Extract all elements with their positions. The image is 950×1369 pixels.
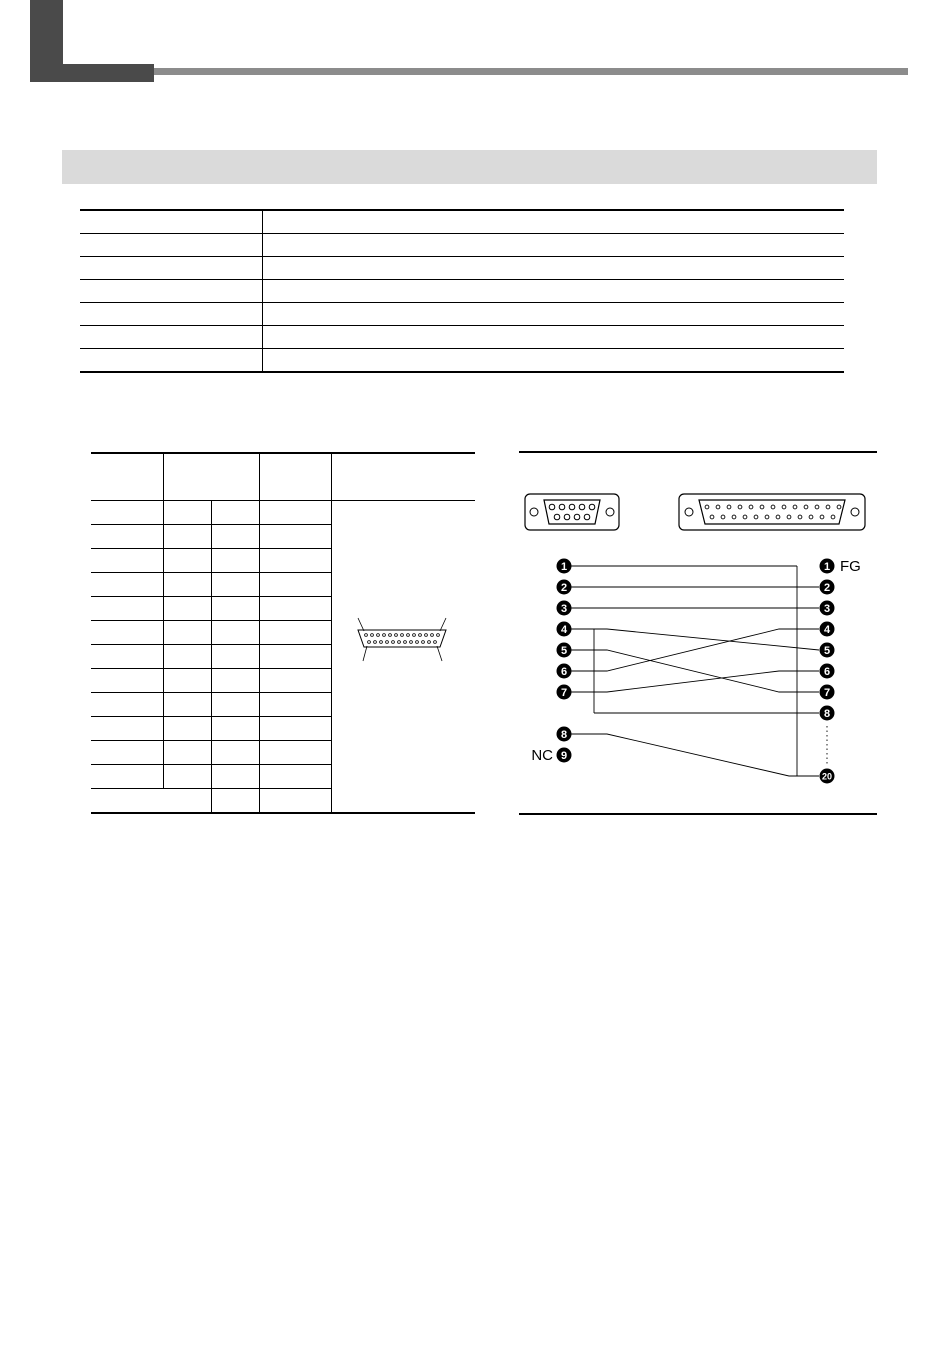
table-row [80, 326, 844, 349]
svg-text:4: 4 [560, 624, 568, 636]
table-header-row [91, 453, 475, 501]
section-heading-band [62, 150, 877, 184]
table-row [80, 303, 844, 326]
header-rule [154, 68, 908, 75]
svg-text:2: 2 [560, 582, 568, 594]
left-pin-4 [557, 622, 572, 637]
fg-label: FG [840, 558, 861, 575]
left-pin-7 [557, 685, 572, 700]
table-row [80, 257, 844, 280]
right-pin-20 [820, 769, 835, 784]
chapter-tab-base [30, 64, 154, 82]
right-pin-8 [820, 706, 835, 721]
svg-text:20: 20 [821, 771, 833, 782]
db9-connector-icon [525, 494, 619, 530]
svg-text:7: 7 [560, 687, 568, 699]
svg-text:5: 5 [560, 645, 568, 657]
svg-text:9: 9 [560, 750, 568, 762]
svg-text:7: 7 [823, 687, 831, 699]
svg-text:3: 3 [823, 603, 831, 615]
left-pin-5 [557, 643, 572, 658]
left-pin-1 [557, 559, 572, 574]
right-pin-1 [820, 559, 835, 574]
svg-text:3: 3 [560, 603, 568, 615]
cable-wiring-diagram [519, 450, 879, 818]
table-row [80, 349, 844, 373]
left-pin-9 [557, 748, 572, 763]
svg-text:8: 8 [823, 708, 831, 720]
svg-text:5: 5 [823, 645, 831, 657]
right-pin-7 [820, 685, 835, 700]
svg-text:1: 1 [560, 561, 568, 573]
wires [571, 566, 827, 776]
svg-text:2: 2 [823, 582, 831, 594]
right-pin-2 [820, 580, 835, 595]
right-pin-3 [820, 601, 835, 616]
right-pin-5 [820, 643, 835, 658]
svg-text:8: 8 [560, 729, 568, 741]
svg-text:1: 1 [823, 561, 831, 573]
specifications-table [80, 209, 844, 373]
svg-text:4: 4 [823, 624, 831, 636]
left-pin-3 [557, 601, 572, 616]
left-pin-6 [557, 664, 572, 679]
left-pin-2 [557, 580, 572, 595]
db25-connector-icon [354, 615, 454, 665]
nc-label: NC [531, 747, 553, 764]
svg-text:6: 6 [560, 666, 568, 678]
right-pin-4 [820, 622, 835, 637]
table-row [91, 501, 475, 525]
svg-text:6: 6 [823, 666, 831, 678]
table-row [80, 210, 844, 234]
db25-connector-large-icon [679, 494, 865, 530]
table-row [80, 234, 844, 257]
table-row [80, 280, 844, 303]
left-pin-8 [557, 727, 572, 742]
right-pin-6 [820, 664, 835, 679]
